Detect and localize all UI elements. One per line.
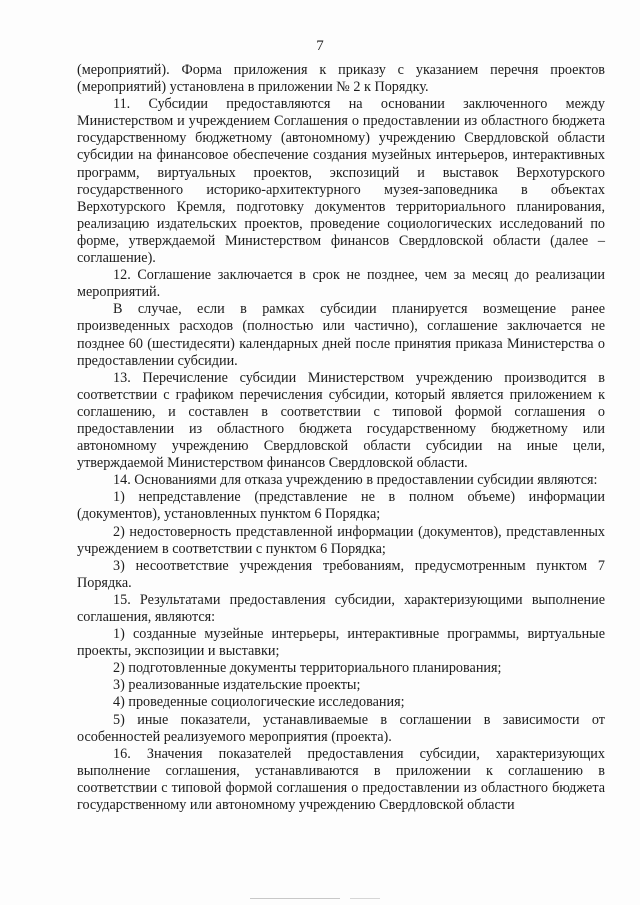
list-item-15-5: 5) иные показатели, устанавливаемые в соглашении в зависимости от особенностей реализуемого мероприятия (проекта). bbox=[77, 711, 605, 745]
paragraph-continuation: (мероприятий). Форма приложения к приказу с указанием перечня проектов (мероприятий) установлена в приложении № 2 к Порядку. bbox=[77, 62, 605, 96]
list-item-14-2: 2) недостоверность представленной информации (документов), представленных учреждением в соответствии с пунктом 6 Порядка; bbox=[77, 523, 605, 557]
list-item-15-2: 2) подготовленные документы территориального планирования; bbox=[113, 660, 502, 677]
list-item-15-4: 4) проведенные социологические исследования; bbox=[113, 694, 405, 711]
paragraph-clause-16: 16. Значения показателей предоставления субсидии, характеризующих выполнение соглашения, устанавливаются в приложении к соглашению в соответствии с типовой формой соглашения о предоставлении из областного бюджета государственному или автономному учреждению Свердловской области bbox=[77, 745, 605, 814]
list-item-15-1: 1) созданные музейные интерьеры, интерактивные программы, виртуальные проекты, экспозиции и выставки; bbox=[77, 626, 605, 660]
document-body bbox=[77, 62, 605, 814]
paragraph-clause-15: 15. Результатами предоставления субсидии, характеризующими выполнение соглашения, являются: bbox=[77, 591, 605, 625]
list-item-14-3: 3) несоответствие учреждения требованиям, предусмотренным пунктом 7 Порядка. bbox=[77, 557, 605, 591]
scan-artifact-line bbox=[250, 898, 340, 899]
paragraph-clause-11: 11. Субсидии предоставляются на основании заключенного между Министерством и учреждением Соглашения о предоставлении из областного бюджета государственному бюджетному (автономному) учреждению Свердловской области субсидии на финансовое обеспечение создания музейных интерьеров, интерактивных программ, виртуальных проектов, экспозиций и выставок Верхотурского государственного историко-архитектурного музея-заповедника в объектах Верхотурского Кремля, подготовку документов территориального планирования, реализацию издательских проектов, проведение социологических исследований по форме, утверждаемой Министерством финансов Свердловской области (далее – соглашение). bbox=[77, 96, 605, 267]
paragraph-clause-12-case: В случае, если в рамках субсидии планируется возмещение ранее произведенных расходов (полностью или частично), соглашение заключается не позднее 60 (шестидесяти) календарных дней после принятия приказа Министерства о предоставлении субсидии. bbox=[77, 301, 605, 369]
paragraph-clause-13: 13. Перечисление субсидии Министерством учреждению производится в соответствии с графиком перечисления субсидии, который является приложением к соглашению, и составлен в соответствии с типовой формой соглашения о предоставлении из областного бюджета государственному бюджетному или автономному учреждению Свердловской области субсидии на иные цели, утверждаемой Министерством финансов Свердловской области. bbox=[77, 369, 605, 472]
scan-artifact-line bbox=[350, 898, 380, 899]
list-item-15-3: 3) реализованные издательские проекты; bbox=[113, 677, 361, 694]
paragraph-clause-14: 14. Основаниями для отказа учреждению в предоставлении субсидии являются: bbox=[113, 472, 598, 489]
list-item-14-1: 1) непредставление (представление не в полном объеме) информации (документов), установленных пунктом 6 Порядка; bbox=[77, 489, 605, 523]
paragraph-clause-12: 12. Соглашение заключается в срок не позднее, чем за месяц до реализации мероприятий. bbox=[77, 267, 605, 301]
page-number: 7 bbox=[316, 38, 324, 54]
